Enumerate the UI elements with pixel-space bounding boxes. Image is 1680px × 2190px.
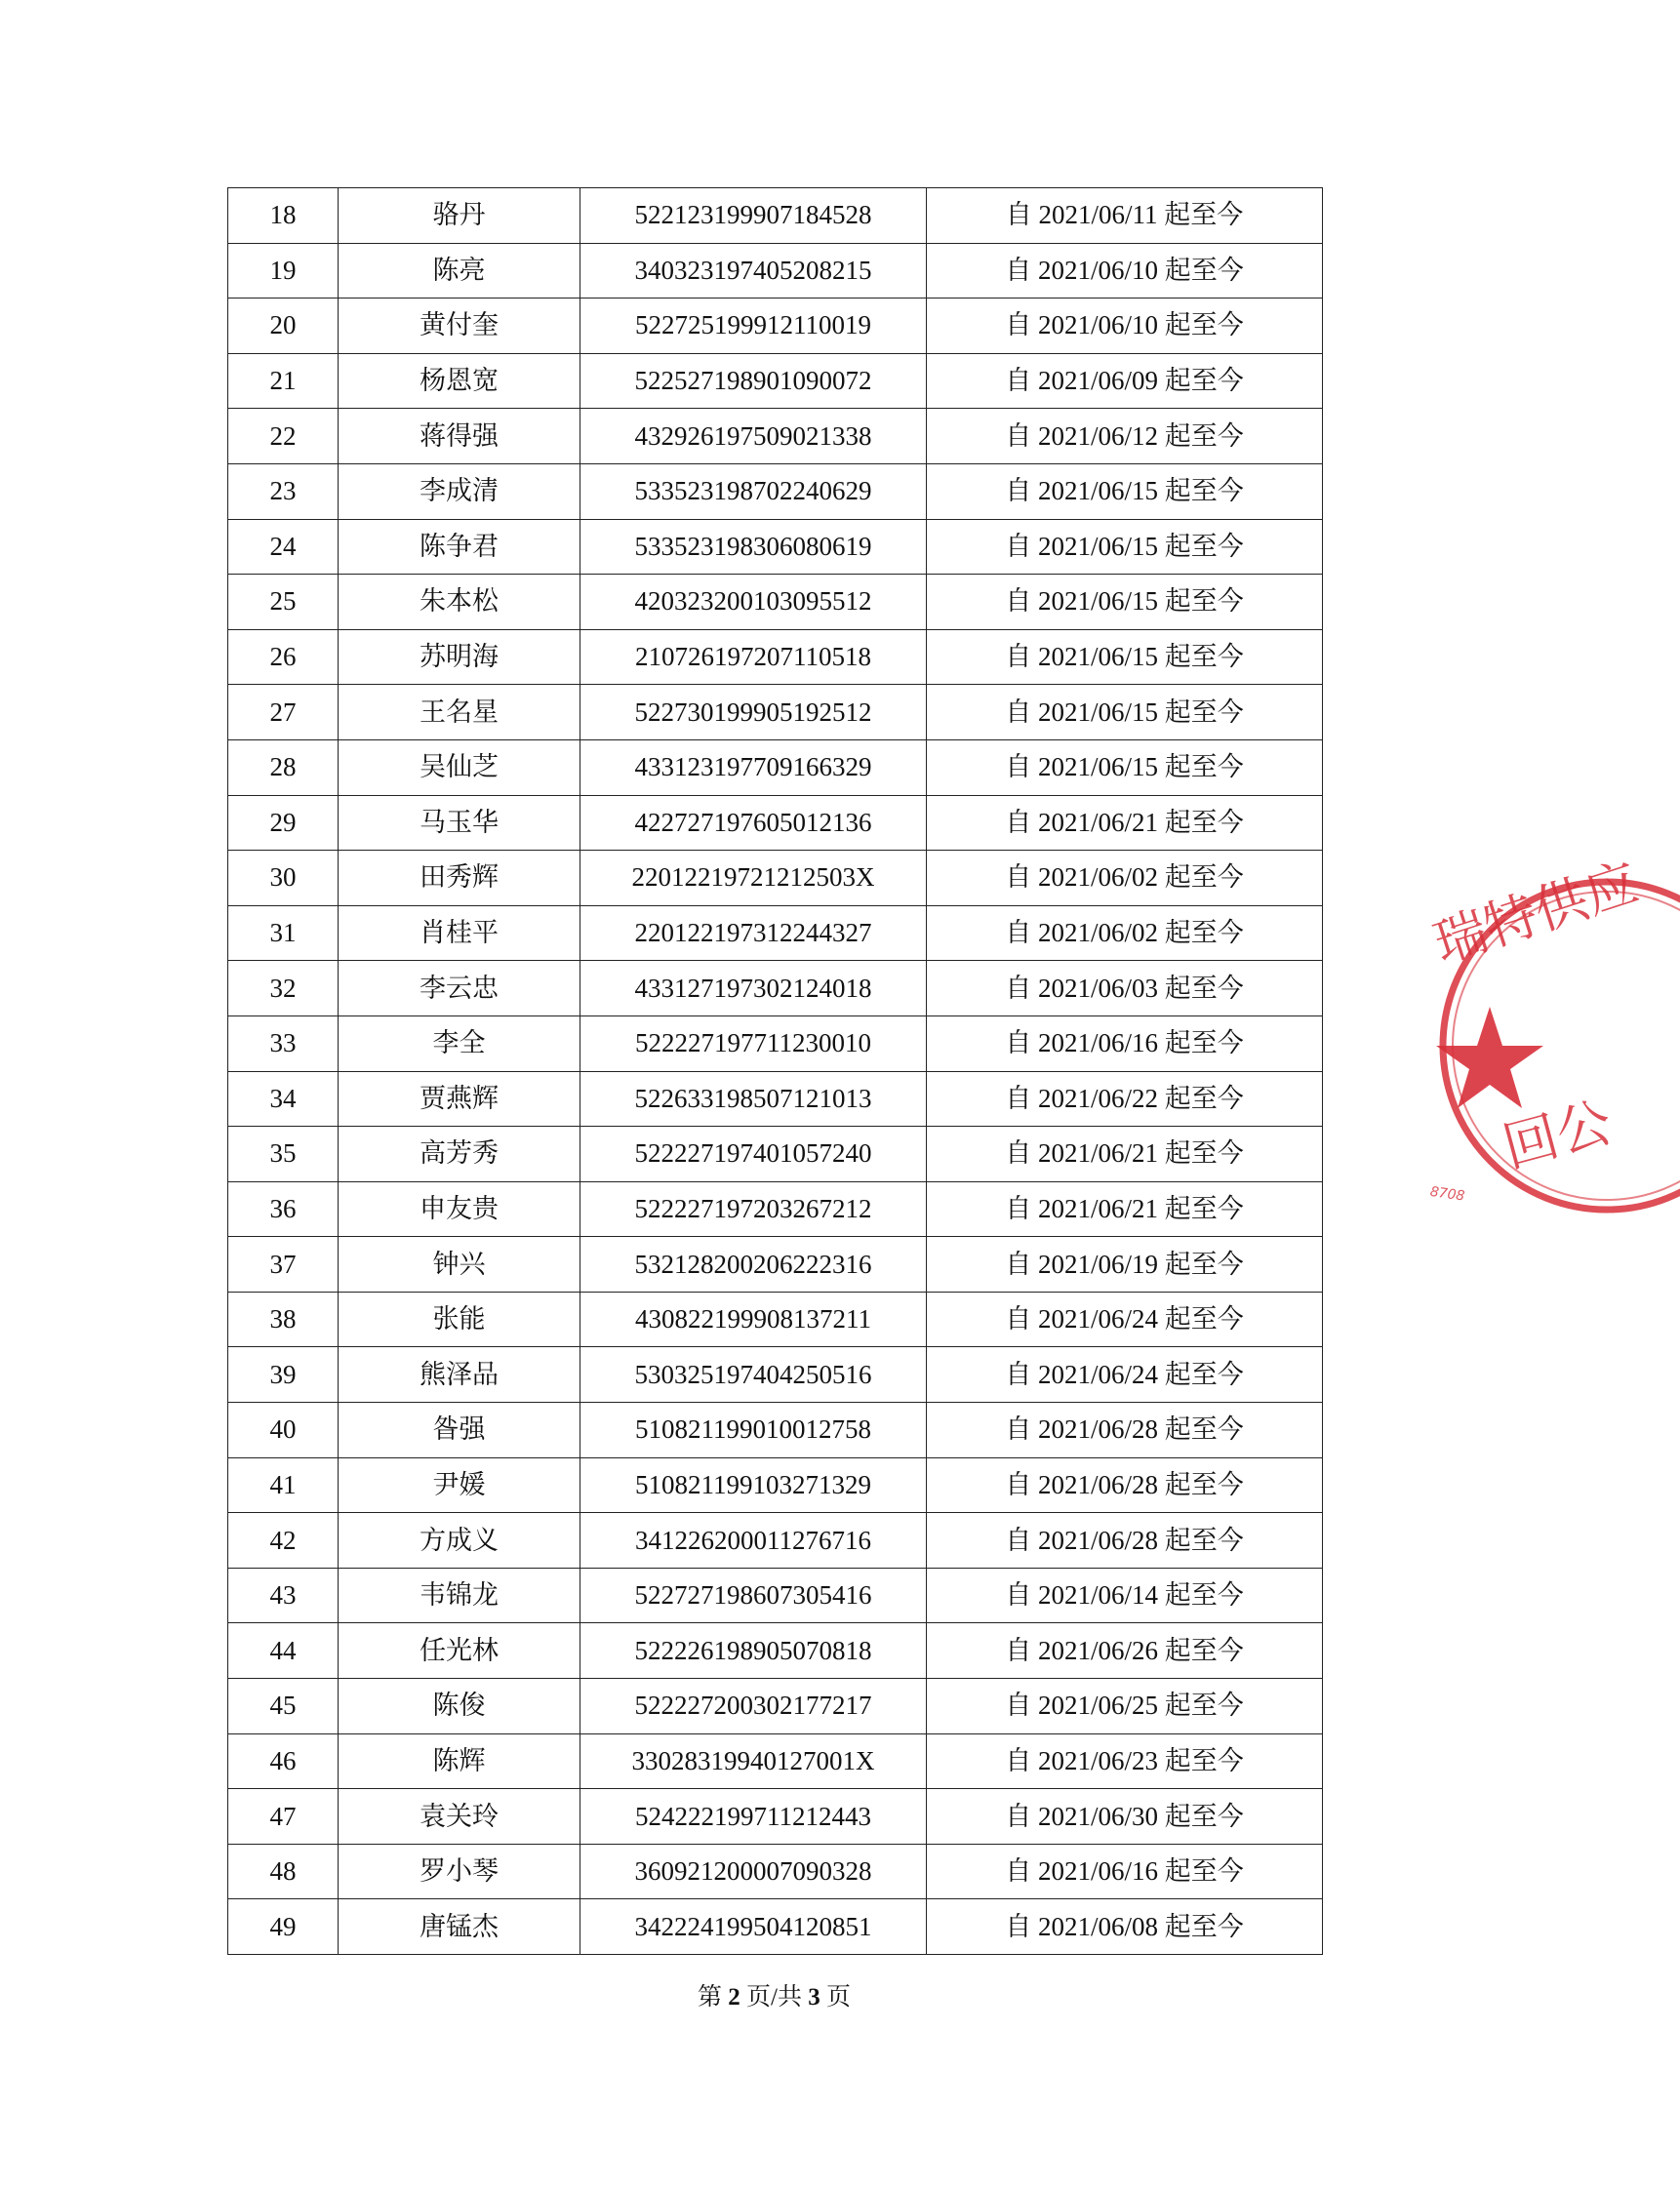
row-number-cell: 49 [228, 1899, 339, 1955]
row-number-cell: 36 [228, 1181, 339, 1237]
table-row [228, 1015, 1323, 1071]
name-cell: 陈争君 [339, 519, 580, 575]
footer-prefix: 第 [698, 1984, 723, 2011]
row-number-cell: 30 [228, 851, 339, 906]
name-cell: 熊泽品 [339, 1347, 580, 1403]
name-cell: 唐锰杰 [339, 1899, 580, 1955]
id-number-cell: 522227200302177217 [580, 1679, 927, 1734]
name-cell: 陈辉 [339, 1733, 580, 1789]
svg-text:8708: 8708 [1428, 1183, 1466, 1205]
name-cell: 骆丹 [339, 188, 580, 244]
id-number-cell: 220122197312244327 [580, 905, 927, 961]
id-number-cell: 22012219721212503X [580, 851, 927, 906]
row-number-cell: 33 [228, 1015, 339, 1071]
total-page-number: 3 [808, 1984, 820, 2011]
page-footer [0, 1977, 1548, 2012]
id-number-cell: 530325197404250516 [580, 1347, 927, 1403]
period-cell: 自 2021/06/16 起至今 [927, 1844, 1323, 1899]
footer-middle: 页/共 [746, 1984, 802, 2011]
period-cell: 自 2021/06/28 起至今 [927, 1403, 1323, 1458]
id-number-cell: 33028319940127001X [580, 1733, 927, 1789]
period-cell: 自 2021/06/08 起至今 [927, 1899, 1323, 1955]
id-number-cell: 524222199711212443 [580, 1789, 927, 1845]
id-number-cell: 522227197711230010 [580, 1015, 927, 1071]
table-row [228, 1347, 1323, 1403]
period-cell: 自 2021/06/21 起至今 [927, 795, 1323, 851]
table-row [228, 1457, 1323, 1513]
table-row [228, 1623, 1323, 1679]
table-row [228, 1181, 1323, 1237]
id-number-cell: 432926197509021338 [580, 409, 927, 464]
id-number-cell: 522227197203267212 [580, 1181, 927, 1237]
footer-suffix: 页 [825, 1984, 851, 2011]
period-cell: 自 2021/06/15 起至今 [927, 575, 1323, 630]
table-row [228, 905, 1323, 961]
row-number-cell: 44 [228, 1623, 339, 1679]
row-number-cell: 48 [228, 1844, 339, 1899]
name-cell: 钟兴 [339, 1237, 580, 1293]
id-number-cell: 522730199905192512 [580, 685, 927, 740]
period-cell: 自 2021/06/26 起至今 [927, 1623, 1323, 1679]
name-cell: 李云忠 [339, 961, 580, 1016]
id-number-cell: 522725199912110019 [580, 299, 927, 354]
id-number-cell: 522727198607305416 [580, 1568, 927, 1623]
row-number-cell: 29 [228, 795, 339, 851]
row-number-cell: 20 [228, 299, 339, 354]
id-number-cell: 533523198702240629 [580, 463, 927, 519]
id-number-cell: 522227197401057240 [580, 1127, 927, 1182]
table-row [228, 739, 1323, 795]
row-number-cell: 22 [228, 409, 339, 464]
svg-text:回公: 回公 [1497, 1091, 1620, 1180]
name-cell: 吴仙芝 [339, 739, 580, 795]
row-number-cell: 38 [228, 1292, 339, 1347]
table-row [228, 409, 1323, 464]
period-cell: 自 2021/06/09 起至今 [927, 353, 1323, 409]
id-number-cell: 510821199103271329 [580, 1457, 927, 1513]
id-number-cell: 360921200007090328 [580, 1844, 927, 1899]
table-row [228, 1568, 1323, 1623]
row-number-cell: 23 [228, 463, 339, 519]
name-cell: 马玉华 [339, 795, 580, 851]
row-number-cell: 32 [228, 961, 339, 1016]
name-cell: 申友贵 [339, 1181, 580, 1237]
row-number-cell: 25 [228, 575, 339, 630]
period-cell: 自 2021/06/12 起至今 [927, 409, 1323, 464]
period-cell: 自 2021/06/10 起至今 [927, 299, 1323, 354]
table-row [228, 795, 1323, 851]
table-row [228, 1733, 1323, 1789]
name-cell: 罗小琴 [339, 1844, 580, 1899]
personnel-table [227, 187, 1323, 1955]
period-cell: 自 2021/06/02 起至今 [927, 851, 1323, 906]
table-row [228, 353, 1323, 409]
period-cell: 自 2021/06/10 起至今 [927, 243, 1323, 299]
period-cell: 自 2021/06/11 起至今 [927, 188, 1323, 244]
period-cell: 自 2021/06/19 起至今 [927, 1237, 1323, 1293]
table-body [228, 188, 1323, 1955]
seal-graphic [1426, 851, 1680, 1221]
table-row [228, 188, 1323, 244]
period-cell: 自 2021/06/21 起至今 [927, 1127, 1323, 1182]
row-number-cell: 34 [228, 1071, 339, 1127]
name-cell: 方成义 [339, 1513, 580, 1569]
table-row [228, 685, 1323, 740]
table-row [228, 299, 1323, 354]
id-number-cell: 341226200011276716 [580, 1513, 927, 1569]
row-number-cell: 19 [228, 243, 339, 299]
row-number-cell: 46 [228, 1733, 339, 1789]
table-row [228, 1403, 1323, 1458]
row-number-cell: 21 [228, 353, 339, 409]
name-cell: 尹媛 [339, 1457, 580, 1513]
table-row [228, 243, 1323, 299]
period-cell: 自 2021/06/22 起至今 [927, 1071, 1323, 1127]
period-cell: 自 2021/06/30 起至今 [927, 1789, 1323, 1845]
table-row [228, 1844, 1323, 1899]
table-row [228, 575, 1323, 630]
id-number-cell: 433123197709166329 [580, 739, 927, 795]
table-row [228, 961, 1323, 1016]
name-cell: 黄付奎 [339, 299, 580, 354]
table-row [228, 1127, 1323, 1182]
row-number-cell: 37 [228, 1237, 339, 1293]
period-cell: 自 2021/06/23 起至今 [927, 1733, 1323, 1789]
period-cell: 自 2021/06/24 起至今 [927, 1347, 1323, 1403]
name-cell: 陈俊 [339, 1679, 580, 1734]
name-cell: 李成清 [339, 463, 580, 519]
name-cell: 蒋得强 [339, 409, 580, 464]
period-cell: 自 2021/06/03 起至今 [927, 961, 1323, 1016]
name-cell: 苏明海 [339, 629, 580, 685]
row-number-cell: 35 [228, 1127, 339, 1182]
table-row [228, 1789, 1323, 1845]
period-cell: 自 2021/06/21 起至今 [927, 1181, 1323, 1237]
id-number-cell: 533523198306080619 [580, 519, 927, 575]
name-cell: 韦锦龙 [339, 1568, 580, 1623]
row-number-cell: 28 [228, 739, 339, 795]
official-seal-stamp [1426, 851, 1646, 1221]
name-cell: 李全 [339, 1015, 580, 1071]
id-number-cell: 522226198905070818 [580, 1623, 927, 1679]
id-number-cell: 510821199010012758 [580, 1403, 927, 1458]
name-cell: 昝强 [339, 1403, 580, 1458]
period-cell: 自 2021/06/15 起至今 [927, 685, 1323, 740]
name-cell: 高芳秀 [339, 1127, 580, 1182]
id-number-cell: 532128200206222316 [580, 1237, 927, 1293]
row-number-cell: 24 [228, 519, 339, 575]
table-row [228, 851, 1323, 906]
name-cell: 朱本松 [339, 575, 580, 630]
row-number-cell: 41 [228, 1457, 339, 1513]
name-cell: 陈亮 [339, 243, 580, 299]
period-cell: 自 2021/06/15 起至今 [927, 629, 1323, 685]
svg-text:瑞特供应: 瑞特供应 [1426, 851, 1646, 976]
period-cell: 自 2021/06/15 起至今 [927, 463, 1323, 519]
table-row [228, 463, 1323, 519]
table-row [228, 1899, 1323, 1955]
id-number-cell: 340323197405208215 [580, 243, 927, 299]
period-cell: 自 2021/06/16 起至今 [927, 1015, 1323, 1071]
id-number-cell: 433127197302124018 [580, 961, 927, 1016]
id-number-cell: 422727197605012136 [580, 795, 927, 851]
name-cell: 张能 [339, 1292, 580, 1347]
row-number-cell: 27 [228, 685, 339, 740]
row-number-cell: 40 [228, 1403, 339, 1458]
name-cell: 任光林 [339, 1623, 580, 1679]
period-cell: 自 2021/06/14 起至今 [927, 1568, 1323, 1623]
row-number-cell: 18 [228, 188, 339, 244]
row-number-cell: 47 [228, 1789, 339, 1845]
period-cell: 自 2021/06/15 起至今 [927, 519, 1323, 575]
id-number-cell: 430822199908137211 [580, 1292, 927, 1347]
period-cell: 自 2021/06/28 起至今 [927, 1457, 1323, 1513]
id-number-cell: 210726197207110518 [580, 629, 927, 685]
table-row [228, 629, 1323, 685]
table-row [228, 519, 1323, 575]
id-number-cell: 342224199504120851 [580, 1899, 927, 1955]
period-cell: 自 2021/06/25 起至今 [927, 1679, 1323, 1734]
period-cell: 自 2021/06/02 起至今 [927, 905, 1323, 961]
row-number-cell: 45 [228, 1679, 339, 1734]
name-cell: 杨恩宽 [339, 353, 580, 409]
row-number-cell: 26 [228, 629, 339, 685]
id-number-cell: 522633198507121013 [580, 1071, 927, 1127]
name-cell: 肖桂平 [339, 905, 580, 961]
id-number-cell: 522123199907184528 [580, 188, 927, 244]
name-cell: 袁关玲 [339, 1789, 580, 1845]
table-row [228, 1237, 1323, 1293]
row-number-cell: 43 [228, 1568, 339, 1623]
period-cell: 自 2021/06/24 起至今 [927, 1292, 1323, 1347]
table-row [228, 1071, 1323, 1127]
period-cell: 自 2021/06/28 起至今 [927, 1513, 1323, 1569]
name-cell: 贾燕辉 [339, 1071, 580, 1127]
period-cell: 自 2021/06/15 起至今 [927, 739, 1323, 795]
table-row [228, 1513, 1323, 1569]
name-cell: 王名星 [339, 685, 580, 740]
row-number-cell: 31 [228, 905, 339, 961]
id-number-cell: 522527198901090072 [580, 353, 927, 409]
table-row [228, 1679, 1323, 1734]
current-page-number: 2 [728, 1984, 740, 2011]
row-number-cell: 39 [228, 1347, 339, 1403]
row-number-cell: 42 [228, 1513, 339, 1569]
table-row [228, 1292, 1323, 1347]
id-number-cell: 420323200103095512 [580, 575, 927, 630]
name-cell: 田秀辉 [339, 851, 580, 906]
